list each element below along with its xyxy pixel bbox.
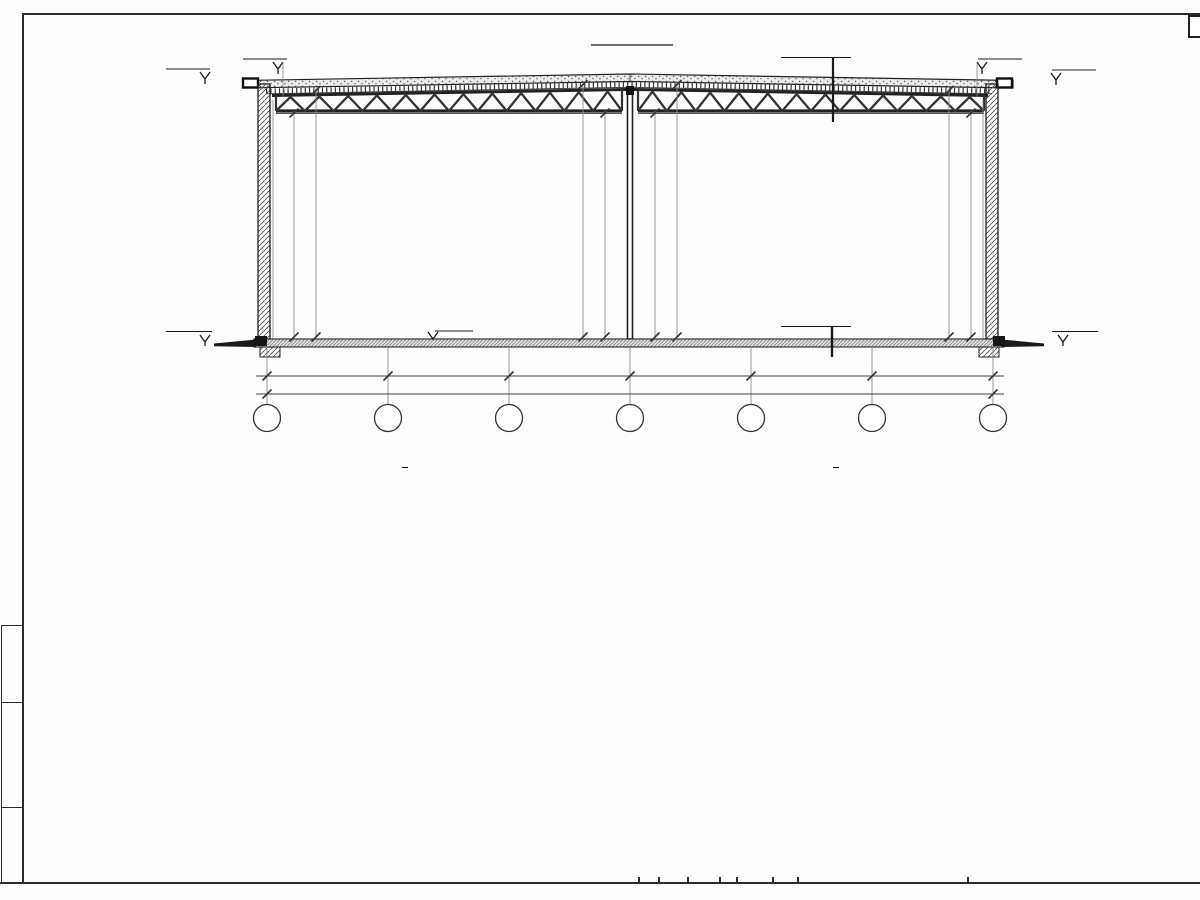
wall-base-left xyxy=(255,336,267,346)
stamp-divider xyxy=(1,807,23,808)
level-arrow-icon xyxy=(200,72,210,84)
level-arrow-icon xyxy=(1058,335,1068,346)
level-arrow-icon xyxy=(200,335,210,346)
composition-3-title xyxy=(685,450,986,465)
titleblock-tick xyxy=(797,877,799,883)
wall-base-right xyxy=(993,336,1005,346)
level-arrow-icon xyxy=(273,62,283,74)
titleblock-tick xyxy=(687,877,689,883)
foundation-right xyxy=(979,347,999,357)
titleblock-tick xyxy=(736,877,738,883)
level-arrow-icon xyxy=(977,62,987,74)
frame-bottom-line xyxy=(0,882,1200,884)
sheet-edge-left-line xyxy=(1,625,2,883)
titleblock-tick xyxy=(658,877,660,883)
titleblock-tick xyxy=(638,877,640,883)
composition-1-title xyxy=(262,450,548,465)
wall-right xyxy=(983,84,998,339)
composition-3-list xyxy=(685,450,986,566)
center-column xyxy=(626,86,634,339)
stamp-divider xyxy=(1,702,23,703)
composition-1-title-text xyxy=(402,449,408,468)
steel-truss-right xyxy=(634,90,988,114)
level-arrow-icon xyxy=(428,332,438,339)
dimension-chain xyxy=(256,347,1004,404)
level-arrow-icon xyxy=(1051,73,1061,85)
stamp-divider xyxy=(1,625,23,626)
foundation-left xyxy=(260,347,280,357)
titleblock-tick xyxy=(967,877,969,883)
composition-3-title-text xyxy=(833,449,839,468)
axis-bubbles xyxy=(254,405,1007,432)
callouts xyxy=(781,58,851,358)
roof-edge-cap-left xyxy=(243,79,258,88)
composition-1-list xyxy=(262,450,548,552)
titleblock-tick xyxy=(772,877,774,883)
wall-left xyxy=(258,84,273,339)
steel-truss-left xyxy=(272,90,626,114)
roof-edge-cap-right xyxy=(997,79,1012,88)
titleblock-tick xyxy=(719,877,721,883)
floor-slab xyxy=(254,339,1004,347)
